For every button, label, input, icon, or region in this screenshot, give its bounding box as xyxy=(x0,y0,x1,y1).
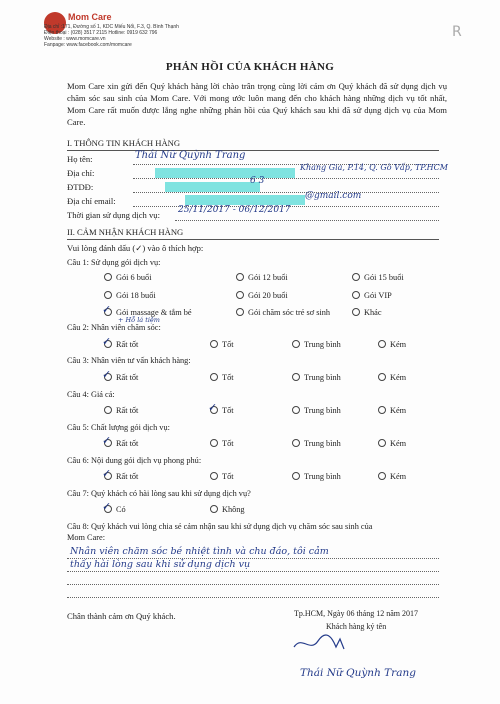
radio-circle xyxy=(378,373,386,381)
q2-option-average[interactable]: Trung bình xyxy=(292,340,341,349)
radio-circle xyxy=(292,472,300,480)
q8-label: Câu 8: Quý khách vui lòng chia sẻ cảm nhận sau khi sử dụng dịch vụ chăm sóc sau sinh của xyxy=(67,522,373,531)
q3-label: Câu 3: Nhân viên tư vấn khách hàng: xyxy=(67,356,191,365)
field-time-line xyxy=(175,220,439,221)
redaction-bar xyxy=(165,182,260,192)
corner-mark: R xyxy=(452,24,462,40)
field-time-label: Thời gian sử dụng dịch vụ: xyxy=(67,210,160,220)
signer-label: Khách hàng ký tên xyxy=(326,622,387,631)
q5-option-good[interactable]: Tốt xyxy=(210,439,234,448)
instruction-text: Vui lòng đánh dấu (✓) vào ô thích hợp: xyxy=(67,243,204,253)
section2-rule xyxy=(67,239,439,240)
radio-circle xyxy=(102,500,112,514)
q3-option-good[interactable]: Tốt xyxy=(210,373,234,382)
q4-option-average[interactable]: Trung bình xyxy=(292,406,341,415)
field-name-label: Họ tên: xyxy=(67,154,93,164)
q5-option-very-good[interactable]: ✓ Rất tốt xyxy=(102,434,139,448)
radio-circle xyxy=(352,308,360,316)
checkmark-icon: ✓ xyxy=(102,467,112,481)
radio-circle xyxy=(292,340,300,348)
q6-option-very-good[interactable]: ✓ Rất tốt xyxy=(102,467,139,481)
q6-option-good[interactable]: Tốt xyxy=(210,472,234,481)
q4-option-poor[interactable]: Kém xyxy=(378,406,406,415)
signature-scribble xyxy=(292,633,362,655)
radio-circle xyxy=(102,368,112,382)
q1-handnote: + Hỗ lá tiệm xyxy=(118,316,160,324)
q6-option-poor[interactable]: Kém xyxy=(378,472,406,481)
comment-line xyxy=(67,597,439,598)
q2-label: Câu 2: Nhân viên chăm sóc: xyxy=(67,323,161,332)
intro-paragraph: Mom Care xin gửi đến Quý khách hàng lời chào trân trọng cùng lời cảm ơn Quý khách đã sử dụng dịch vụ chăm sóc sau sinh của Mom Care. Với mong ước luôn mang đến cho khách hàng những dịch vụ tốt nhất, Mom Care rất muốn được lắng nghe những phản hồi của Quý khách sau khi đã sử dụng dịch vụ của Mom Care. xyxy=(67,81,447,127)
checkmark-icon: ✓ xyxy=(102,434,112,448)
q7-option-yes[interactable]: ✓ Có xyxy=(102,500,126,514)
q4-option-very-good[interactable]: Rất tốt xyxy=(104,406,138,415)
redaction-bar xyxy=(185,195,305,205)
field-email-label: Địa chỉ email: xyxy=(67,196,116,206)
radio-circle xyxy=(210,340,218,348)
radio-circle xyxy=(102,434,112,448)
radio-circle xyxy=(102,467,112,481)
page-title: PHẢN HỒI CỦA KHÁCH HÀNG xyxy=(165,61,335,73)
q1-option-18[interactable]: Gói 18 buổi xyxy=(104,291,156,300)
q1-option-vip[interactable]: Gói VIP xyxy=(352,291,392,300)
radio-circle xyxy=(378,472,386,480)
radio-circle xyxy=(102,303,112,317)
checkmark-icon: ✓ xyxy=(102,368,112,382)
q1-option-newborn[interactable]: Gói chăm sóc trẻ sơ sinh xyxy=(236,308,330,317)
q8-label-continued: Mom Care: xyxy=(67,533,106,542)
checkmark-icon: ✓ xyxy=(102,500,112,514)
field-address-value[interactable]: Khang Gia, P.14, Q. Gò Vấp, TP.HCM xyxy=(300,163,448,172)
radio-circle xyxy=(210,373,218,381)
section1-heading: I. THÔNG TIN KHÁCH HÀNG xyxy=(67,138,181,148)
redaction-bar xyxy=(155,168,295,178)
radio-circle xyxy=(210,505,218,513)
q1-option-massage[interactable]: ✓ Gói massage & tắm bé xyxy=(102,303,192,317)
q1-option-6[interactable]: Gói 6 buổi xyxy=(104,273,152,282)
checkmark-icon: ✓ xyxy=(102,303,112,317)
checkmark-icon: ✓ xyxy=(208,401,218,415)
q7-label: Câu 7: Quý khách có hài lòng sau khi sử dụng dịch vụ? xyxy=(67,489,251,498)
radio-circle xyxy=(292,439,300,447)
q2-option-poor[interactable]: Kém xyxy=(378,340,406,349)
closing-text: Chân thành cảm ơn Quý khách. xyxy=(67,611,176,621)
q3-option-average[interactable]: Trung bình xyxy=(292,373,341,382)
radio-circle xyxy=(210,439,218,447)
radio-circle xyxy=(210,472,218,480)
q5-label: Câu 5: Chất lượng gói dịch vụ: xyxy=(67,423,170,432)
radio-circle xyxy=(378,406,386,414)
field-address-label: Địa chỉ: xyxy=(67,168,95,178)
date-place: Tp.HCM, Ngày 06 tháng 12 năm 2017 xyxy=(294,609,418,618)
q2-option-good[interactable]: Tốt xyxy=(210,340,234,349)
radio-circle xyxy=(352,291,360,299)
q2-option-very-good[interactable]: ✓ Rất tốt xyxy=(102,335,139,349)
q1-option-other[interactable]: Khác xyxy=(352,308,382,317)
q5-option-average[interactable]: Trung bình xyxy=(292,439,341,448)
radio-circle xyxy=(236,291,244,299)
radio-circle xyxy=(236,308,244,316)
section2-heading: II. CẢM NHẬN KHÁCH HÀNG xyxy=(67,227,184,237)
radio-circle xyxy=(352,273,360,281)
header-phone: Điện thoại : (028) 3517 2115 Hotline: 0919 632 796 xyxy=(44,30,158,36)
field-phone-value[interactable]: 6 3 xyxy=(250,176,265,186)
q3-option-very-good[interactable]: ✓ Rất tốt xyxy=(102,368,139,382)
signature-name: Thái Nữ Quỳnh Trang xyxy=(300,667,416,679)
q4-label: Câu 4: Giá cả: xyxy=(67,390,115,399)
field-email-value[interactable]: @gmail.com xyxy=(305,191,362,201)
q6-option-average[interactable]: Trung bình xyxy=(292,472,341,481)
q1-option-12[interactable]: Gói 12 buổi xyxy=(236,273,288,282)
checkmark-icon: ✓ xyxy=(102,335,112,349)
q1-option-20[interactable]: Gói 20 buổi xyxy=(236,291,288,300)
radio-circle xyxy=(236,273,244,281)
field-phone-line xyxy=(133,192,439,193)
q1-option-15[interactable]: Gói 15 buổi xyxy=(352,273,404,282)
q6-label: Câu 6: Nội dung gói dịch vụ phong phú: xyxy=(67,456,202,465)
radio-circle xyxy=(292,373,300,381)
q7-option-no[interactable]: Không xyxy=(210,505,245,514)
field-phone-label: ĐTDĐ: xyxy=(67,182,94,192)
q8-answer-line2[interactable]: thấy hài lòng sau khi sử dụng dịch vụ xyxy=(70,559,251,570)
comment-line xyxy=(67,584,439,585)
radio-circle xyxy=(104,406,112,414)
header-address: Địa chỉ :171, Đường số 1, KDC Miếu Nổi, F.3, Q. Bình Thạnh xyxy=(44,24,179,30)
header-website: Website : www.momcare.vn xyxy=(44,36,106,42)
q8-answer-line1[interactable]: Nhân viên chăm sóc bé nhiệt tình và chu đáo, tôi cảm xyxy=(70,546,329,557)
q3-option-poor[interactable]: Kém xyxy=(378,373,406,382)
radio-circle xyxy=(104,273,112,281)
brand-name: Mom Care xyxy=(68,12,112,22)
section1-rule xyxy=(67,150,439,151)
q5-option-poor[interactable]: Kém xyxy=(378,439,406,448)
radio-circle xyxy=(208,401,218,415)
radio-circle xyxy=(102,335,112,349)
header-fanpage: Fanpage: www.facebook.com/momcare xyxy=(44,42,132,48)
radio-circle xyxy=(292,406,300,414)
radio-circle xyxy=(378,340,386,348)
q1-label: Câu 1: Sử dụng gói dịch vụ: xyxy=(67,258,161,267)
radio-circle xyxy=(104,291,112,299)
field-address-line xyxy=(133,178,439,179)
radio-circle xyxy=(378,439,386,447)
q4-option-good[interactable]: ✓ Tốt xyxy=(208,401,234,415)
field-name-value[interactable]: Thái Nữ Quỳnh Trang xyxy=(135,150,246,161)
comment-line xyxy=(67,571,439,572)
field-time-value[interactable]: 25/11/2017 - 06/12/2017 xyxy=(178,205,291,215)
